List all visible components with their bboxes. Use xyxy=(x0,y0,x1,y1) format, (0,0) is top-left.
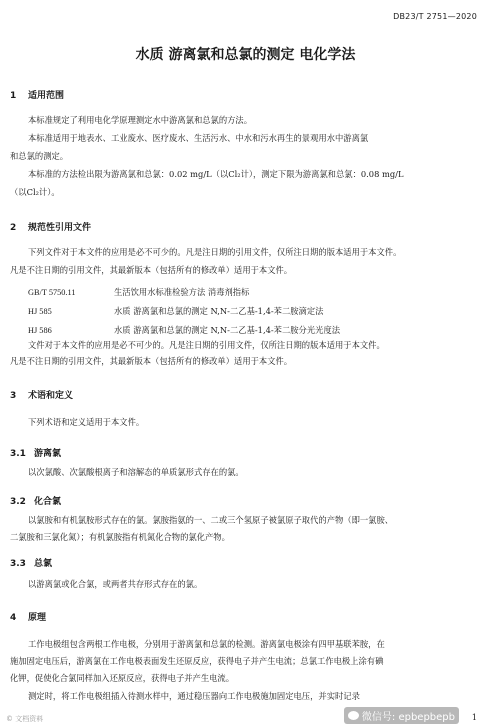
term-definition: 以氯胺和有机氯胺形式存在的氯。氯胺指氨的一、二或三个氢原子被氯原子取代的产物（即一氯胺、 xyxy=(28,515,394,525)
document-title: 水质 游离氯和总氯的测定 电化学法 xyxy=(135,47,356,63)
reference-item xyxy=(28,286,249,298)
page-number: 1 xyxy=(471,713,477,722)
paragraph-continued: 凡是不注日期的引用文件，其最新版本（包括所有的修改单）适用于本文件。 xyxy=(10,356,293,366)
paragraph: 测定时，将工作电极组插入待测水样中，通过稳压器向工作电极施加固定电压，并实时记录 xyxy=(28,691,360,701)
paragraph-continued: 化钾，促使化合氯同样加入还原反应，获得电子并产生电流。 xyxy=(10,673,235,683)
wechat-icon xyxy=(348,711,359,720)
term-number: 3.2 xyxy=(10,497,26,507)
term-3-2-heading xyxy=(10,494,61,507)
term-definition-continued: 二氯胺和三氯化氮）；有机氯胺指有机氮化合物的氯化产物。 xyxy=(10,532,230,542)
section-title: 适用范围 xyxy=(28,91,65,101)
section-title: 规范性引用文件 xyxy=(28,223,92,233)
paragraph: 下列术语和定义适用于本文件。 xyxy=(28,417,145,427)
paragraph: 本标准的方法检出限为游离氯和总氯：0.02 mg/L（以Cl₂计），测定下限为游离氯和总氯：0.08 mg/L xyxy=(28,169,404,179)
reference-code: HJ 585 xyxy=(28,307,52,316)
paragraph-continued: 和总氯的测定。 xyxy=(10,151,69,161)
section-1-heading xyxy=(10,88,64,101)
standard-id: DB23/T 2751—2020 xyxy=(393,12,477,21)
reference-code: GB/T 5750.11 xyxy=(28,288,76,297)
section-number: 4 xyxy=(10,613,17,623)
term-title: 化合氯 xyxy=(34,497,62,507)
reference-title: 水质 游离氯和总氯的测定 N,N-二乙基-1,4-苯二胺滴定法 xyxy=(114,306,324,316)
section-title: 术语和定义 xyxy=(28,391,74,401)
reference-title: 水质 游离氯和总氯的测定 N,N-二乙基-1,4-苯二胺分光光度法 xyxy=(114,325,341,335)
paragraph: 下列文件对于本文件的应用是必不可少的。凡是注日期的引用文件，仅所注日期的版本适用于本文件。 xyxy=(28,247,402,257)
term-3-1-heading xyxy=(10,446,61,459)
paragraph: 本标准规定了利用电化学原理测定水中游离氯和总氯的方法。 xyxy=(28,115,253,125)
term-definition: 以游离氯或化合氯，或两者共存形式存在的氯。 xyxy=(28,579,203,589)
term-3-3-heading xyxy=(10,556,52,569)
paragraph-continued: 凡是不注日期的引用文件，其最新版本（包括所有的修改单）适用于本文件。 xyxy=(10,265,293,275)
section-title: 原理 xyxy=(28,613,47,623)
wechat-label: 微信号: epbepbepb xyxy=(361,712,455,723)
paragraph: 文件对于本文件的应用是必不可少的。凡是注日期的引用文件，仅所注日期的版本适用于本文件。 xyxy=(28,340,385,350)
term-number: 3.1 xyxy=(10,449,26,459)
reference-item xyxy=(28,324,340,336)
section-number: 1 xyxy=(10,91,17,101)
reference-item xyxy=(28,305,323,317)
paragraph: 工作电极组包含两根工作电极，分别用于游离氯和总氯的检测。游离氯电极涂有四甲基联苯胺，在 xyxy=(28,639,385,649)
section-3-heading xyxy=(10,388,73,401)
watermark-text: © 文档资料 xyxy=(6,715,44,723)
term-title: 总氯 xyxy=(34,559,53,569)
term-definition: 以次氯酸、次氯酸根离子和溶解态的单质氯形式存在的氯。 xyxy=(28,467,244,477)
paragraph-continued: （以Cl₂计）。 xyxy=(10,187,60,197)
section-number: 2 xyxy=(10,223,17,233)
paragraph-continued: 施加固定电压后，游离氯在工作电极表面发生还原反应，获得电子并产生电流；总氯工作电极上涂有碘 xyxy=(10,656,384,666)
section-number: 3 xyxy=(10,391,17,401)
term-number: 3.3 xyxy=(10,559,26,569)
reference-code: HJ 586 xyxy=(28,326,52,335)
paragraph: 本标准适用于地表水、工业废水、医疗废水、生活污水、中水和污水再生的景观用水中游离氯 xyxy=(28,133,369,143)
term-title: 游离氯 xyxy=(34,449,62,459)
reference-title: 生活饮用水标准检验方法 消毒剂指标 xyxy=(114,287,250,297)
section-2-heading xyxy=(10,220,91,233)
section-4-heading xyxy=(10,610,46,623)
wechat-watermark xyxy=(344,707,459,724)
